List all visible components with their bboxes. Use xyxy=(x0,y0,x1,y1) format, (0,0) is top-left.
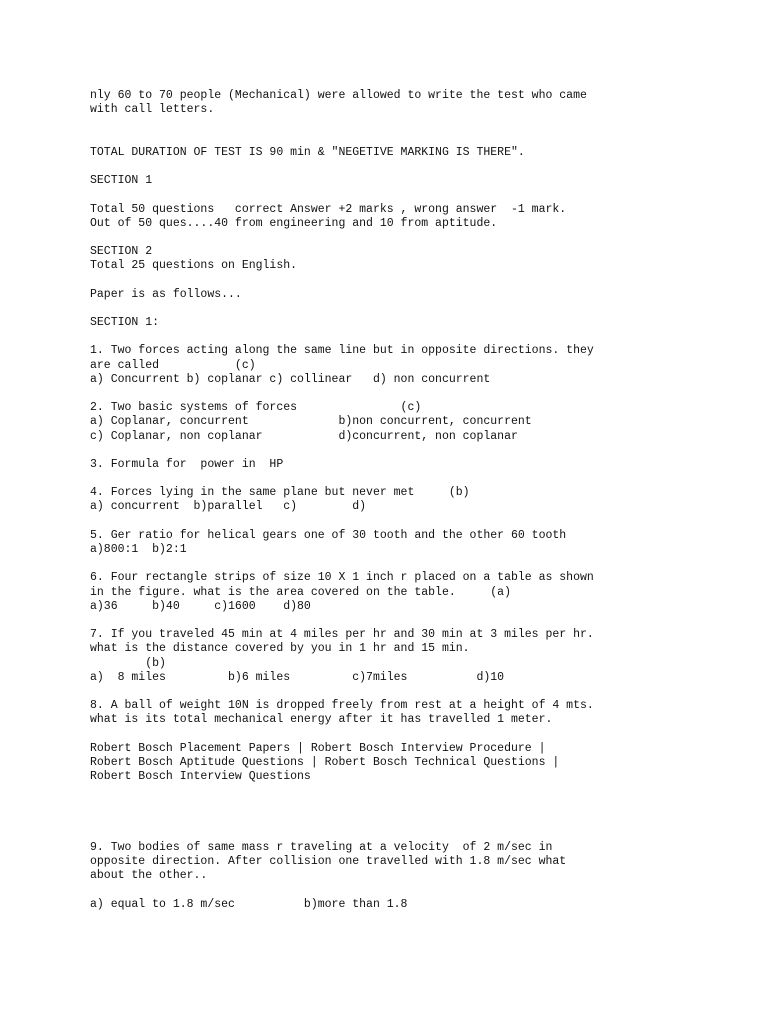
section-heading: SECTION 1 xyxy=(90,174,153,188)
question-line: are called (c) xyxy=(90,358,256,372)
options-line: a) Coplanar, concurrent b)non concurrent, concurrent xyxy=(90,415,532,429)
related-links-line: Robert Bosch Placement Papers | Robert Bosch Interview Procedure | xyxy=(90,741,546,755)
options-line: a) equal to 1.8 m/sec b)more than 1.8 xyxy=(90,897,408,911)
text-line: Out of 50 ques....40 from engineering and 10 from aptitude. xyxy=(90,216,498,230)
blank-line xyxy=(90,132,750,146)
blank-line xyxy=(90,515,750,529)
blank-line xyxy=(90,685,750,699)
related-links-line: Robert Bosch Aptitude Questions | Robert Bosch Technical Questions | xyxy=(90,755,560,769)
blank-line xyxy=(90,273,750,287)
blank-line xyxy=(90,884,750,898)
document-body xyxy=(90,89,750,912)
blank-line xyxy=(90,727,750,741)
text-line: Total 25 questions on English. xyxy=(90,259,298,273)
related-links-line: Robert Bosch Interview Questions xyxy=(90,770,311,783)
question-line: 9. Two bodies of same mass r traveling at a velocity of 2 m/sec in xyxy=(90,840,553,854)
question-line: 1. Two forces acting along the same line but in opposite directions. they xyxy=(90,344,594,358)
question-line: opposite direction. After collision one travelled with 1.8 m/sec what xyxy=(90,855,567,869)
blank-line xyxy=(90,330,750,344)
question-line: 4. Forces lying in the same plane but never met (b) xyxy=(90,486,470,500)
question-line: 7. If you traveled 45 min at 4 miles per hr and 30 min at 3 miles per hr. xyxy=(90,628,594,642)
options-line: c) Coplanar, non coplanar d)concurrent, non coplanar xyxy=(90,429,518,443)
options-line: a) 8 miles b)6 miles c)7miles d)10 xyxy=(90,670,505,684)
options-line: a) Concurrent b) coplanar c) collinear d) non concurrent xyxy=(90,372,491,386)
blank-line xyxy=(90,472,750,486)
options-line: a) concurrent b)parallel c) d) xyxy=(90,500,367,514)
text-line: Total 50 questions correct Answer +2 marks , wrong answer -1 mark. xyxy=(90,202,567,216)
question-line: 5. Ger ratio for helical gears one of 30 tooth and the other 60 tooth xyxy=(90,528,567,542)
blank-line xyxy=(90,160,750,174)
blank-line xyxy=(90,798,750,812)
question-line: what is the distance covered by you in 1 hr and 15 min. xyxy=(90,642,470,656)
blank-line xyxy=(90,557,750,571)
question-line: about the other.. xyxy=(90,869,208,883)
text-line: with call letters. xyxy=(90,103,215,117)
question-line: 8. A ball of weight 10N is dropped freely from rest at a height of 4 mts. xyxy=(90,699,594,713)
question-line: in the figure. what is the area covered on the table. (a) xyxy=(90,585,511,599)
blank-line xyxy=(90,444,750,458)
blank-line xyxy=(90,813,750,827)
section-heading: SECTION 1: xyxy=(90,316,160,329)
blank-line xyxy=(90,188,750,202)
blank-line xyxy=(90,827,750,841)
blank-line xyxy=(90,231,750,245)
text-line: Paper is as follows... xyxy=(90,287,242,301)
question-line: 2. Two basic systems of forces (c) xyxy=(90,401,422,415)
question-line: 6. Four rectangle strips of size 10 X 1 inch r placed on a table as shown xyxy=(90,571,594,585)
options-line: a)800:1 b)2:1 xyxy=(90,543,187,556)
options-line: a)36 b)40 c)1600 d)80 xyxy=(90,599,311,613)
blank-line xyxy=(90,302,750,316)
question-line: what is its total mechanical energy after it has travelled 1 meter. xyxy=(90,713,553,727)
text-line: nly 60 to 70 people (Mechanical) were allowed to write the test who came xyxy=(90,89,587,102)
answer-key-line: (b) xyxy=(90,656,166,670)
test-duration-line: TOTAL DURATION OF TEST IS 90 min & "NEGETIVE MARKING IS THERE". xyxy=(90,145,525,159)
blank-line xyxy=(90,117,750,131)
question-line: 3. Formula for power in HP xyxy=(90,457,284,471)
blank-line xyxy=(90,387,750,401)
section-heading: SECTION 2 xyxy=(90,245,153,259)
blank-line xyxy=(90,614,750,628)
blank-line xyxy=(90,784,750,798)
